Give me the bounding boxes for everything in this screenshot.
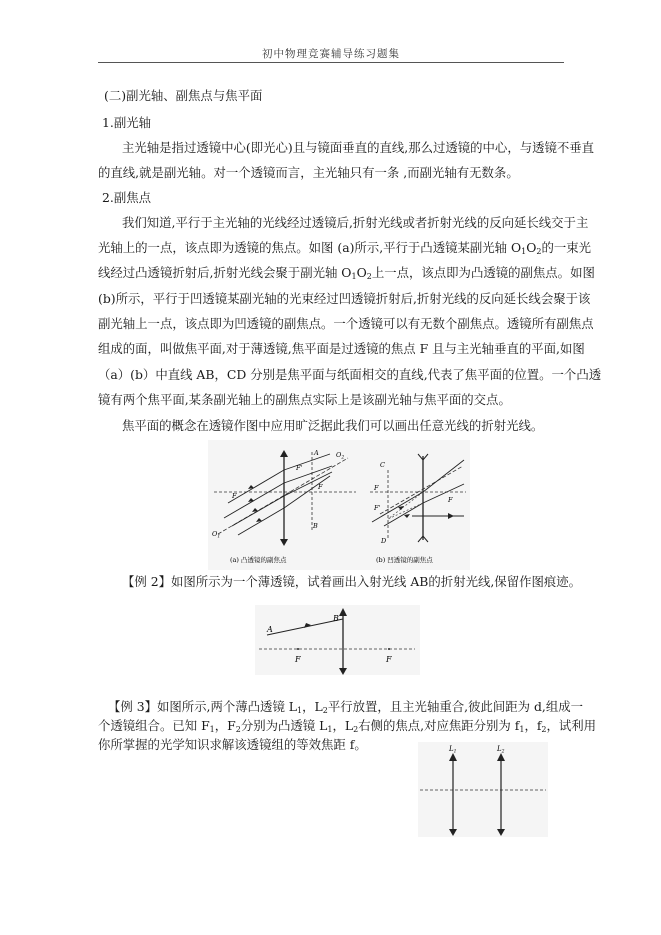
paragraph-2-line-2: 光轴上的一点，该点即为透镜的焦点。如图 (a)所示,平行于凸透镜某副光轴 $O_1O_2$的一束光	[98, 240, 592, 256]
fig-b-label-C: C	[380, 461, 385, 469]
fig3-label-L2: $L_2$	[497, 745, 505, 755]
figure-example-3	[418, 742, 548, 837]
paragraph-3: 焦平面的概念在透镜作图中应用旷泛据此我们可以画出任意光线的折射光线。	[122, 418, 544, 433]
example-3-line-1: 【例 3】如图所示,两个薄凸透镜 $L_1$，$L_2$平行放置，且主光轴重合,彼此间距为 d,组成一	[108, 699, 583, 715]
header-rule	[98, 62, 564, 63]
paragraph-2-line-5: 副光轴上一点，该点即为凹透镜的副焦点。一个透镜可以有无数个副焦点。透镜所有副焦点	[98, 316, 594, 331]
paragraph-2-line-4: (b)所示，平行于凹透镜某副光轴的光束经过凹透镜折射后,折射光线的反向延长线会聚于该	[98, 291, 591, 306]
figure-secondary-focus	[208, 440, 470, 570]
fig3-label-L1: $L_1$	[449, 745, 457, 755]
fig-a-label-F-right: F	[318, 483, 323, 491]
paragraph-2-line-1: 我们知道,平行于主光轴的光线经过透镜后,折射光线或者折射光线的反向延长线交于主	[122, 215, 589, 230]
fig-b-label-D: D	[381, 537, 387, 545]
paragraph-2-line-7: （a）(b）中直线 AB，CD 分别是焦平面与纸面相交的直线,代表了焦平面的位置。一个凸透	[98, 367, 602, 382]
section-title: (二)副光轴、副焦点与焦平面	[104, 88, 263, 103]
subsection-title-1: 1.副光轴	[102, 115, 151, 130]
paragraph-1-line-1: 主光轴是指过透镜中心(即光心)且与镜面垂直的直线,那么过透镜的中心，与透镜不垂直	[122, 140, 595, 155]
fig-b-label-F-left: F	[374, 484, 379, 492]
fig2-label-F-left: F	[295, 655, 301, 664]
paragraph-2-line-3: 线经过凸透镜折射后,折射光线会聚于副光轴 $O_1O_2$上一点，该点即为凸透镜的副焦点。如图	[98, 265, 595, 281]
fig2-label-A: A	[267, 625, 273, 634]
fig-a-label-O1: $O_1$	[212, 530, 221, 540]
fig-b-label-Fprime: F'	[374, 504, 381, 512]
fig-a-caption: (a) 凸透镜的副焦点	[230, 556, 287, 564]
page-header: 初中物理竞赛辅导练习题集	[262, 48, 400, 60]
fig-b-label-F-right: F	[448, 496, 453, 504]
fig-b-caption: (b) 凹透镜的副焦点	[376, 556, 433, 564]
fig2-label-F-right: F	[386, 655, 392, 664]
fig-a-label-F-left: F	[232, 492, 237, 500]
fig-a-label-A: A	[314, 449, 319, 457]
fig-a-label-Fprime: F'	[296, 464, 303, 472]
paragraph-2-line-8: 镜有两个焦平面,某条副光轴上的副焦点实际上是该副光轴与焦平面的交点。	[98, 392, 511, 407]
paragraph-2-line-6: 组成的面，叫做焦平面,对于薄透镜,焦平面是过透镜的焦点 F 且与主光轴垂直的平面,如图	[98, 341, 585, 356]
example-3-line-3: 你所掌握的光学知识求解该透镜组的等效焦距 f。	[98, 737, 367, 752]
example-2: 【例 2】如图所示为一个薄透镜，试着画出入射光线 AB的折射光线,保留作图痕迹。	[122, 574, 582, 589]
fig2-label-B: B	[333, 614, 339, 623]
paragraph-1-line-2: 的直线,就是副光轴。对一个透镜而言，主光轴只有一条 ,而副光轴有无数条。	[98, 165, 519, 180]
subsection-title-2: 2.副焦点	[102, 190, 151, 205]
fig-a-label-O2: $O_2$	[336, 451, 345, 461]
figure-example-2	[255, 605, 420, 675]
fig-a-label-B: B	[313, 522, 318, 530]
example-3-line-2: 个透镜组合。已知 $F_1$，$F_2$分别为凸透镜 $L_1$，$L_2$右侧的焦点,对应焦距分别为 $f_1$，$f_2$，试利用	[98, 718, 597, 734]
